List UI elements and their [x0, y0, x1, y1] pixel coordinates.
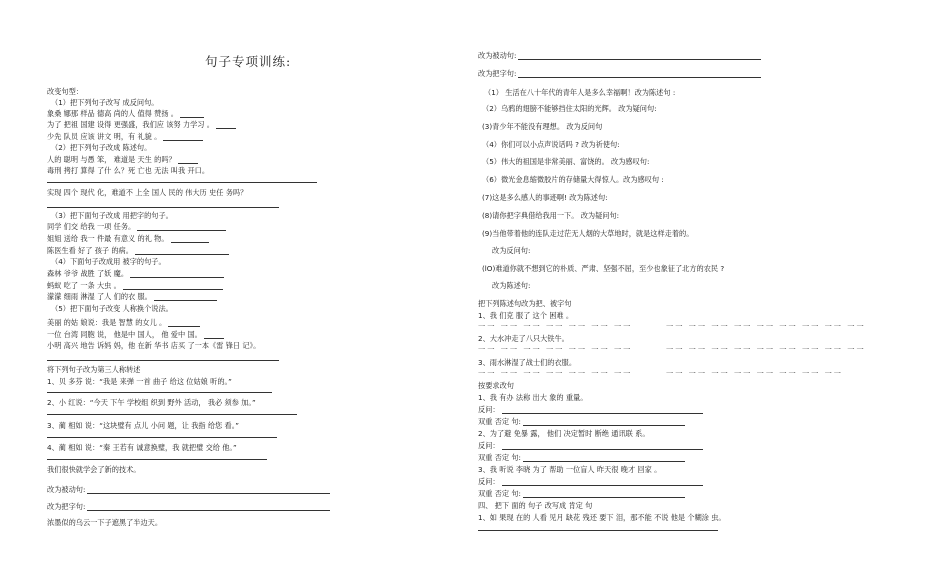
- line-text: 1、我 们克 服了 这个 困难 。: [478, 311, 574, 320]
- dash-answer-line[interactable]: 一一 一一 一一 一一 一一 一一 一一 一一 一一: [666, 322, 866, 331]
- left-line: [47, 421, 239, 430]
- right-line: [482, 157, 649, 166]
- line-text: (9)当他带着他的连队走过茫无人烟的大草地时，就是这样走着的。: [482, 229, 694, 238]
- answer-blank[interactable]: [87, 503, 330, 511]
- left-line: [47, 132, 203, 141]
- right-line: [478, 477, 703, 486]
- right-line: [482, 104, 657, 113]
- page-title: 句子专项训练:: [205, 54, 292, 69]
- left-line: [47, 188, 247, 197]
- line-text: （2）乌鸦的翅膀不能够挡住太阳的光辉。 改为疑问句:: [482, 104, 657, 113]
- answer-blank[interactable]: [163, 133, 203, 141]
- line-text: 3、雨水淋湿了战士们的衣服。: [478, 358, 577, 367]
- left-line: [47, 502, 330, 511]
- line-text: 小明 高兴 地告 诉妈 妈，他 在新 华书 店买 了一本《雷 锋日 记》。: [47, 341, 261, 350]
- answer-blank[interactable]: [502, 406, 704, 414]
- line-text: 改为把字句:: [478, 69, 517, 78]
- line-text: （3）把下面句子改成 用把字的句子。: [51, 211, 173, 220]
- answer-blank[interactable]: [180, 110, 204, 118]
- answer-line[interactable]: [47, 182, 317, 183]
- answer-blank[interactable]: [216, 121, 236, 129]
- answer-blank[interactable]: [502, 478, 704, 486]
- line-text: 改为被动句:: [47, 485, 86, 494]
- line-text: (8)请你把字典借给我用一下。 改为疑问句:: [482, 211, 620, 220]
- left-line: [47, 246, 229, 255]
- line-text: 将下列句子改为第三人称转述: [47, 365, 141, 374]
- left-line: [47, 365, 140, 374]
- line-text: 1、如 果现 在的 人看 见月 缺花 残还 要下 泪，那不能 不说 他是 个糊涂 虫。: [478, 513, 726, 522]
- line-text: 浓墨似的乌云一下子遮黑了半边天。: [47, 518, 163, 527]
- line-text: 象桑 娜那 样品 德高 尚的人 值得 赞扬 。: [47, 109, 178, 118]
- line-text: 按要求改句: [478, 381, 514, 390]
- line-text: 2、为了避 免暴 露， 他们 决定暂时 断绝 通讯联 系。: [478, 429, 650, 438]
- line-text: 毒刑 拷打 算得 了什 么？死 亡也 无法 叫我 开口。: [47, 166, 210, 175]
- line-text: 四、 把下 面的 句子 改写成 肯定 句: [478, 501, 593, 510]
- right-line: [478, 381, 514, 390]
- dash-answer-line[interactable]: 一一 一一 一一 一一 一一 一一 一一: [478, 345, 633, 354]
- right-line: [492, 281, 530, 290]
- line-text: 实现 四个 现代 化，难道不 上全 国人 民的 伟大历 史任 务吗？: [47, 188, 248, 197]
- line-text: 少先 队员 应该 讲文 明，有 礼貌 。: [47, 132, 162, 141]
- line-text: 为了 把祖 国建 设得 更强盛，我们应 该努 力学习 。: [47, 120, 214, 129]
- answer-blank[interactable]: [523, 454, 685, 462]
- right-line: [478, 429, 650, 438]
- left-line: [47, 166, 209, 175]
- line-text: 我们很快就学会了新的技术。: [47, 465, 141, 474]
- answer-blank[interactable]: [135, 247, 229, 255]
- left-line: [51, 304, 173, 313]
- line-text: 改为反问句:: [492, 246, 531, 255]
- right-line: [478, 69, 761, 78]
- line-text: 把下列陈述句改为把、被字句: [478, 299, 572, 308]
- line-text: 改变句型：: [47, 87, 83, 96]
- line-text: 2、大水冲走了八只大铁牛。: [478, 334, 569, 343]
- left-line: [47, 109, 204, 118]
- left-line: [47, 465, 140, 474]
- right-line: [478, 393, 587, 402]
- right-line: [482, 211, 619, 220]
- right-line: [478, 358, 576, 367]
- left-line: [47, 485, 330, 494]
- right-line: [482, 193, 608, 202]
- answer-line[interactable]: [47, 459, 267, 460]
- right-line: [478, 334, 569, 343]
- line-text: (3)青少年不能没有理想。 改为反问句: [482, 122, 603, 131]
- right-line: [478, 489, 685, 498]
- answer-blank[interactable]: [87, 486, 330, 494]
- answer-line[interactable]: [47, 437, 277, 438]
- right-line: [478, 513, 726, 522]
- left-line: [51, 143, 151, 152]
- line-text: 一位 台湾 同胞 说， 他是中 国人， 他 爱中 国。: [47, 330, 202, 339]
- line-text: 美丽 的姑 娘说：我是 智慧 的女儿 。: [47, 318, 167, 327]
- answer-blank[interactable]: [523, 490, 685, 498]
- left-line: [47, 377, 232, 386]
- line-text: 2、小 红说：“今天 下午 学校组 织到 野外 活动， 我必 须参 加。”: [47, 398, 256, 407]
- left-line: [47, 398, 256, 407]
- left-line: [51, 98, 158, 107]
- right-line: [478, 299, 571, 308]
- line-text: 双重 否定 句:: [478, 453, 521, 462]
- right-line: [478, 417, 685, 426]
- left-line: [51, 257, 166, 266]
- line-text: 1、我 有办 法称 出大 象的 重量。: [478, 393, 588, 402]
- right-line: [478, 453, 685, 462]
- line-text: （5）把下面句子改变 人称换个说法。: [51, 304, 173, 313]
- left-line: [47, 155, 198, 164]
- answer-blank[interactable]: [123, 282, 223, 290]
- left-line: [47, 330, 224, 339]
- answer-blank[interactable]: [204, 331, 224, 339]
- answer-blank[interactable]: [523, 418, 685, 426]
- right-line: [478, 465, 661, 474]
- line-text: 反问：: [478, 405, 500, 414]
- line-text: 蚂蚁 吃了 一条 大虫 。: [47, 281, 121, 290]
- right-line: [482, 175, 664, 184]
- right-line: [482, 229, 693, 238]
- left-line: [47, 222, 226, 231]
- answer-blank[interactable]: [502, 442, 704, 450]
- line-text: 同学 们交 给我 一项 任务。: [47, 222, 136, 231]
- line-text: （4）下面句子改成用 被字的句子。: [51, 257, 166, 266]
- right-line: [478, 501, 592, 510]
- line-text: 4、蔺 相如 说：“秦 王若有 诚意换璧，我 就把璧 交给 他。”: [47, 443, 237, 452]
- dash-answer-line[interactable]: 一一 一一 一一 一一 一一 一一 一一 一一 一一: [666, 345, 866, 354]
- line-text: （2）把下列句子改成 陈述句。: [51, 143, 152, 152]
- answer-blank[interactable]: [168, 319, 200, 327]
- line-text: 3、蔺 相如 说：“这块璧有 点儿 小问 题，让 我指 给您 看。”: [47, 421, 240, 430]
- left-line: [47, 443, 237, 452]
- line-text: 森林 爷爷 战胜 了妖 魔。: [47, 269, 129, 278]
- right-line: [482, 122, 602, 131]
- line-text: 改为被动句:: [478, 51, 517, 60]
- answer-blank[interactable]: [518, 70, 761, 78]
- line-text: （1）把下列句子改写 成反问句。: [51, 98, 159, 107]
- right-line: [478, 405, 703, 414]
- dash-answer-line[interactable]: 一一 一一 一一 一一 一一 一一 一一: [478, 322, 633, 331]
- left-line: [47, 341, 260, 350]
- line-text: 1、贝 多芬 说：“我是 来弹 一首 曲子 给这 位姑娘 听的。”: [47, 377, 232, 386]
- line-text: （1） 生活在八十年代的青年人是多么幸福啊！改为陈述句 :: [484, 88, 676, 97]
- right-line: [482, 264, 724, 273]
- left-line: [47, 269, 224, 278]
- answer-line[interactable]: [478, 530, 718, 531]
- right-line: [492, 246, 530, 255]
- left-line: [51, 211, 173, 220]
- line-text: （5）伟大的祖国是非常美丽、富饶的。 改为感叹句:: [482, 157, 650, 166]
- answer-line[interactable]: [47, 414, 297, 415]
- right-line: [478, 51, 761, 60]
- line-text: 濛濛 细雨 淋湿 了人 们的衣 服。: [47, 292, 152, 301]
- line-text: 反问：: [478, 477, 500, 486]
- left-line: [47, 120, 236, 129]
- right-line: [482, 140, 620, 149]
- left-line: [47, 318, 200, 327]
- right-line: [478, 311, 573, 320]
- dash-answer-line[interactable]: 一一 一一 一一 一一 一一 一一 一一 一一: [666, 369, 843, 378]
- line-text: （6）微光金息缩微胶片的存储量大得惊人。改为感叹句 :: [482, 175, 664, 184]
- answer-line[interactable]: [47, 360, 279, 361]
- line-text: 人的 聪明 与愚 笨， 难道是 天生 的吗？: [47, 155, 176, 164]
- answer-line[interactable]: [47, 207, 279, 208]
- line-text: (7)这是多么感人的事迹啊! 改为陈述句:: [482, 193, 608, 202]
- answer-blank[interactable]: [178, 156, 198, 164]
- line-text: （4）你们可以小点声说话吗 ? 改为祈使句:: [482, 140, 620, 149]
- left-line: [47, 234, 209, 243]
- dash-answer-line[interactable]: 一一 一一 一一 一一 一一 一一 一一: [478, 369, 633, 378]
- left-line: [47, 87, 83, 96]
- answer-blank[interactable]: [518, 52, 761, 60]
- line-text: 双重 否定 句:: [478, 489, 521, 498]
- right-line: [484, 88, 675, 97]
- left-line: [47, 281, 223, 290]
- answer-blank[interactable]: [171, 235, 210, 243]
- line-text: 改为陈述句:: [492, 281, 531, 290]
- answer-blank[interactable]: [137, 223, 226, 231]
- line-text: 姐姐 送给 我一 件最 有意义 的礼 物。: [47, 234, 169, 243]
- right-line: [478, 441, 703, 450]
- line-text: (lO)难道你就不想到它的朴质、严肃、坚强不屈，至少也象征了北方的农民 ?: [482, 264, 725, 273]
- line-text: 反问：: [478, 441, 500, 450]
- left-line: [47, 292, 217, 301]
- line-text: 3、我 听说 李晓 为了 帮助 一位盲人 昨天很 晚才 回家 。: [478, 465, 662, 474]
- answer-blank[interactable]: [130, 270, 224, 278]
- line-text: 改为把字句:: [47, 502, 86, 511]
- answer-line[interactable]: [47, 392, 272, 393]
- line-text: 双重 否定 句:: [478, 417, 521, 426]
- left-line: [47, 518, 162, 527]
- answer-blank[interactable]: [154, 293, 217, 301]
- line-text: 陈医生看 好了 孩子 的病。: [47, 246, 133, 255]
